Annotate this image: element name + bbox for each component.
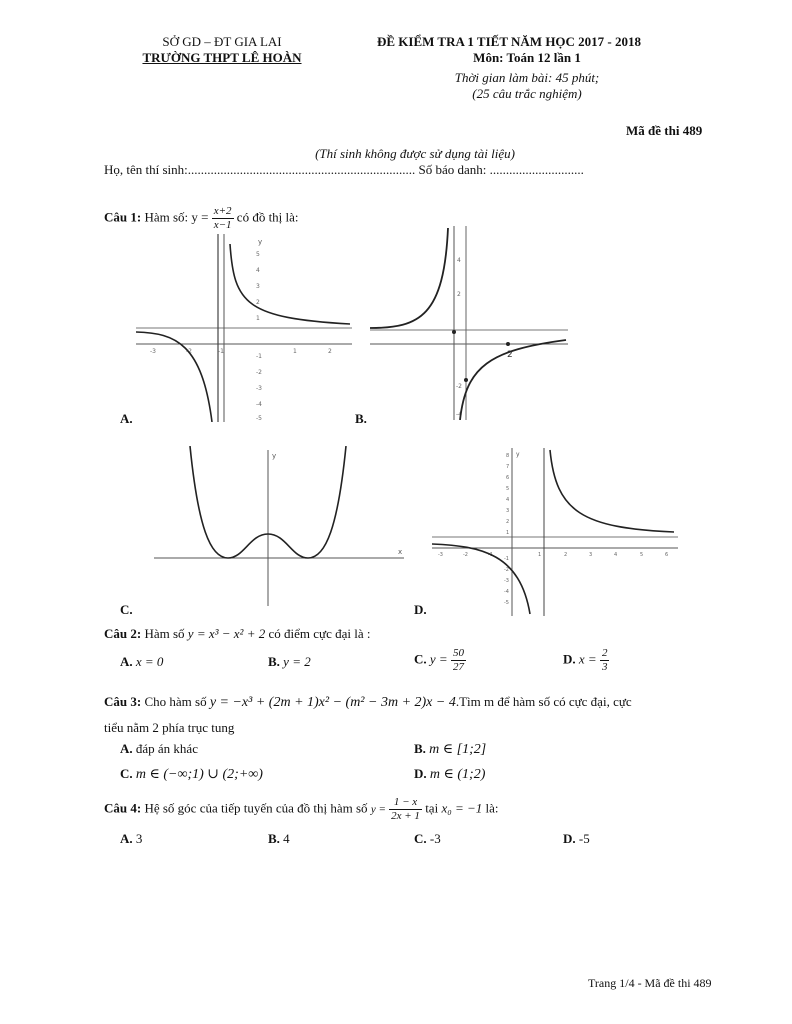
q3-line2: tiểu nằm 2 phía trục tung <box>104 720 235 735</box>
q4-y-lhs: y = <box>370 803 386 816</box>
q4-end: là: <box>485 800 499 816</box>
graph-b-xtick: 2 <box>507 350 513 360</box>
q4-at: tại <box>425 800 439 816</box>
graph-d-xtick: 6 <box>665 552 669 558</box>
q1-suffix: có đồ thị là: <box>236 209 299 225</box>
graph-a-ytick: 2 <box>256 299 260 306</box>
q1-option-d: D. <box>414 602 427 617</box>
graph-d-ytick: 4 <box>506 497 510 503</box>
q3-option-b: B. m ∈ [1;2] <box>414 741 487 757</box>
graph-a-ytick: 5 <box>256 251 260 258</box>
q3-option-c: C. m ∈ (−∞;1) ∪ (2;+∞) <box>120 766 263 782</box>
graph-a-xtick: -1 <box>218 348 224 355</box>
graph-b-point <box>464 378 468 382</box>
q3-option-d: D. m ∈ (1;2) <box>414 766 486 782</box>
name-label: Họ, tên thí sinh: <box>104 162 188 177</box>
graph-a-ytick: 1 <box>256 315 260 322</box>
q2-d-fraction: $\frac{2}{3}$ <box>601 647 608 673</box>
graph-d-ytick: 5 <box>506 486 510 492</box>
q2-c-fraction: $\frac{50}{27}$ <box>452 647 464 673</box>
graph-d-ytick: -1 <box>504 556 509 562</box>
graph-d-xtick: 4 <box>614 552 618 558</box>
question-1 <box>104 205 299 232</box>
graph-a-ytick: -3 <box>256 385 262 392</box>
graph-d-xtick: 1 <box>538 552 542 558</box>
q3-text-after: .Tìm m để hàm số có cực đại, cực <box>455 694 632 709</box>
q2-option-c: C. y = $\frac{50}{27}$ <box>414 647 464 673</box>
q1-label: Câu 1: <box>104 209 142 225</box>
graph-d-ytick: 2 <box>506 519 510 525</box>
question-2 <box>104 626 370 642</box>
q4-option-b: B. 4 <box>268 831 290 846</box>
graph-a-xtick: 1 <box>293 348 297 355</box>
graph-c-y-label: y <box>272 452 277 460</box>
graph-d <box>432 448 678 616</box>
graph-d-curve-right <box>550 450 674 532</box>
q3-text-before: Cho hàm số <box>144 694 207 709</box>
q1-option-a: A. <box>120 411 133 426</box>
graph-d-xtick: -1 <box>488 552 493 558</box>
graph-d-xtick: -3 <box>438 552 443 558</box>
graph-d-xtick: 2 <box>564 552 568 558</box>
subject: Môn: Toán 12 lần 1 <box>473 50 581 65</box>
q1-fraction: $\frac{x+2}{x-1}$ <box>213 205 232 231</box>
page-footer: Trang 1/4 - Mã đề thi 489 <box>588 976 712 990</box>
q3-function: y = −x³ + (2m + 1)x² − (m² − 3m + 2)x − 4 <box>209 695 456 710</box>
student-line <box>104 162 584 178</box>
q4-option-d: D. -5 <box>563 831 590 846</box>
graph-a-ytick: 3 <box>256 283 260 290</box>
graph-d-ytick: 3 <box>506 508 510 514</box>
graph-d-ytick: 7 <box>506 464 510 470</box>
graph-c <box>150 446 410 606</box>
q2-function: y = x³ − x² + 2 <box>187 626 266 641</box>
exam-title: ĐỀ KIỂM TRA 1 TIẾT NĂM HỌC 2017 - 2018 <box>377 34 642 49</box>
graph-d-curve-left <box>432 544 530 614</box>
graph-a-xtick: 2 <box>328 348 332 355</box>
graph-b <box>370 226 568 420</box>
graph-b-ytick: -4 <box>456 411 462 418</box>
question-3 <box>104 694 632 711</box>
graph-d-xtick: -2 <box>463 552 468 558</box>
graph-d-xtick: 3 <box>589 552 593 558</box>
q4-label: Câu 4: <box>104 800 142 816</box>
graph-a-ytick: 4 <box>256 267 260 274</box>
graph-a-ytick: -2 <box>256 369 262 376</box>
graph-a-xtick: -3 <box>150 348 156 355</box>
graph-a-xtick: -2 <box>186 348 192 355</box>
time-limit: Thời gian làm bài: 45 phút; <box>454 70 600 85</box>
name-dots: ...................................................................... <box>187 162 416 177</box>
graph-d-y-label: y <box>516 451 520 458</box>
graph-b-ytick: 4 <box>457 257 461 264</box>
dept-name: SỞ GD – ĐT GIA LAI <box>162 34 282 49</box>
graph-d-ytick: 1 <box>506 530 510 536</box>
q4-point: x₀ = −1 <box>441 800 483 816</box>
graph-b-ytick: -2 <box>456 383 462 390</box>
q4-fraction: $\frac{1 - x}{2x + 1}$ <box>391 796 420 822</box>
graph-d-ytick: 6 <box>506 475 510 481</box>
graph-b-curve-right <box>460 340 566 420</box>
q4-text-before: Hệ số góc của tiếp tuyến của đồ thị hàm số <box>144 800 368 816</box>
id-label: Số báo danh: <box>418 162 487 177</box>
graph-d-ytick: -5 <box>504 600 509 606</box>
graph-a-ytick: -4 <box>256 401 262 408</box>
graph-a-ytick: -1 <box>256 353 262 360</box>
exam-code: Mã đề thi 489 <box>626 123 703 138</box>
q1-prefix: Hàm số: y = <box>144 209 209 225</box>
graph-d-ytick: -3 <box>504 578 509 584</box>
q2-option-a: A. x = 0 <box>120 654 164 669</box>
q4-option-c: C. -3 <box>414 831 441 846</box>
graph-b-ytick: 2 <box>457 291 461 298</box>
q2-label: Câu 2: <box>104 626 142 641</box>
question-4 <box>104 796 499 823</box>
q1-option-c: C. <box>120 602 133 617</box>
graph-a-y-label: y <box>258 238 263 246</box>
q1-option-b: B. <box>355 411 367 426</box>
graph-b-curve-left <box>370 228 448 328</box>
graph-d-ytick: 8 <box>506 453 510 459</box>
id-dots: ............................. <box>489 162 584 177</box>
q2-text-before: Hàm số <box>144 626 185 641</box>
q2-text-after: có điểm cực đại là : <box>268 626 371 641</box>
graph-a-curve-right <box>230 244 350 324</box>
graph-d-xtick: 5 <box>640 552 644 558</box>
q2-option-d: D. x = $\frac{2}{3}$ <box>563 647 608 673</box>
graph-b-point <box>506 342 510 346</box>
q3-label: Câu 3: <box>104 694 142 709</box>
graph-a-ytick: -5 <box>256 415 262 422</box>
q4-option-a: A. 3 <box>120 831 143 846</box>
q3-option-a: A. đáp án khác <box>120 741 198 756</box>
notice: (Thí sinh không được sử dụng tài liệu) <box>315 146 515 161</box>
graph-a <box>136 234 352 422</box>
graph-c-x-label: x <box>398 548 403 556</box>
q2-option-b: B. y = 2 <box>268 654 311 669</box>
school-name: TRƯỜNG THPT LÊ HOÀN <box>142 50 302 65</box>
question-count: (25 câu trắc nghiệm) <box>472 86 582 101</box>
graph-a-curve-left <box>136 332 212 422</box>
graph-b-point <box>452 330 456 334</box>
graph-d-ytick: -4 <box>504 589 509 595</box>
graph-d-ytick: -2 <box>504 567 509 573</box>
